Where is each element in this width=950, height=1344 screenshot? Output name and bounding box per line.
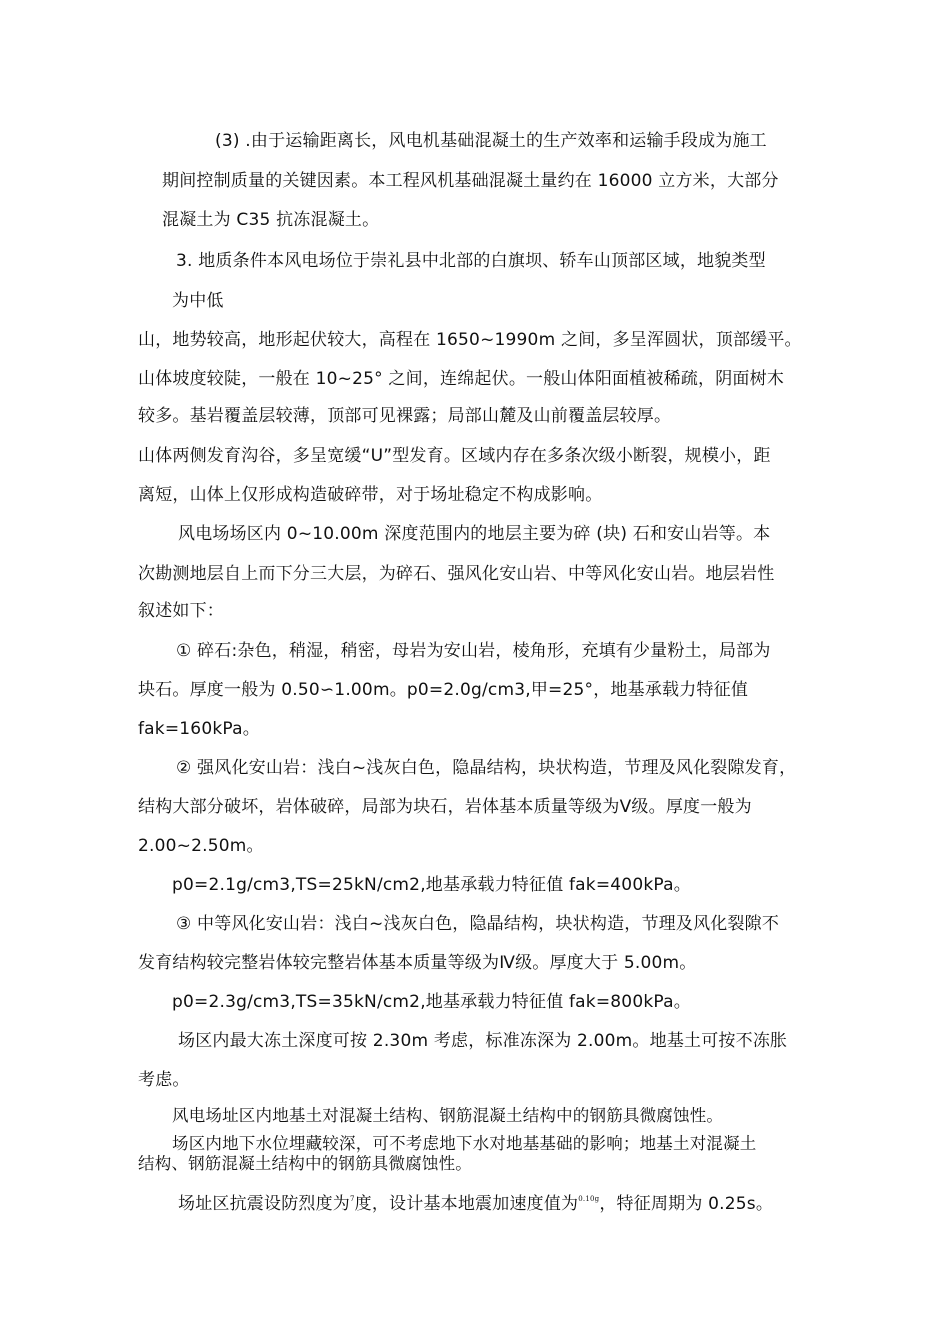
text-line: 山体两侧发育沟谷，多呈宽缓“U”型发育。区域内存在多条次级小断裂，规模小，距	[138, 446, 771, 466]
text-line: 结构、钢筋混凝土结构中的钢筋具微腐蚀性。	[138, 1154, 472, 1173]
seismic-intensity: 7	[350, 1195, 355, 1203]
seismic-middle: 度，设计基本地震加速度值为	[354, 1194, 579, 1214]
text-line: 场区内最大冻土深度可按 2.30m 考虑，标准冻深为 2.00m。地基土可按不冻胀	[178, 1031, 788, 1051]
text-line: 山体坡度较陡，一般在 10~25° 之间，连绵起伏。一般山体阳面植被稀疏，阴面树木	[138, 369, 785, 389]
text-line: 离短，山体上仅形成构造破碎带，对于场址稳定不构成影响。	[138, 485, 603, 505]
text-line: 叙述如下：	[138, 601, 224, 621]
seismic-prefix: 场址区抗震设防烈度为	[178, 1194, 350, 1214]
text-line: p0=2.3g/cm3,TS=35kN/cm2,地基承载力特征值 fak=800kPa。	[172, 992, 691, 1012]
seismic-acceleration: 0.10g	[578, 1195, 600, 1203]
text-line: 混凝土为 C35 抗冻混凝土。	[162, 210, 380, 230]
text-line: 考虑。	[138, 1070, 190, 1090]
text-line: p0=2.1g/cm3,TS=25kN/cm2,地基承载力特征值 fak=400kPa。	[172, 875, 691, 895]
text-line: fak=160kPa。	[138, 719, 260, 739]
section-heading: 3. 地质条件本风电场位于崇礼县中北部的白旗坝、轿车山顶部区域，地貌类型	[176, 251, 766, 271]
text-line: ② 强风化安山岩：浅白~浅灰白色，隐晶结构，块状构造，节理及风化裂隙发育，	[176, 758, 797, 778]
text-line: 结构大部分破坏，岩体破碎，局部为块石，岩体基本质量等级为Ⅴ级。厚度一般为	[138, 797, 752, 817]
text-line: 山，地势较高，地形起伏较大，高程在 1650~1990m 之间，多呈浑圆状，顶部缓平。	[138, 330, 802, 350]
text-line: 次勘测地层自上而下分三大层，为碎石、强风化安山岩、中等风化安山岩。地层岩性	[138, 564, 775, 584]
text-line: 为中低	[172, 291, 224, 311]
seismic-suffix: ，特征周期为 0.25s。	[599, 1194, 774, 1214]
text-line: 发育结构较完整岩体较完整岩体基本质量等级为Ⅳ级。厚度大于 5.00m。	[138, 953, 697, 973]
text-line: 较多。基岩覆盖层较薄，顶部可见裸露；局部山麓及山前覆盖层较厚。	[138, 406, 672, 426]
seismic-line	[178, 1188, 773, 1215]
text-line: ③ 中等风化安山岩：浅白~浅灰白色，隐晶结构，块状构造，节理及风化裂隙不	[176, 914, 780, 934]
text-line: 2.00~2.50m。	[138, 836, 264, 856]
text-line: 场区内地下水位埋藏较深，可不考虑地下水对地基基础的影响；地基土对混凝土	[172, 1134, 757, 1153]
text-line: 期间控制质量的关键因素。本工程风机基础混凝土量约在 16000 立方米，大部分	[162, 171, 779, 191]
text-line: ① 碎石:杂色，稍湿，稍密，母岩为安山岩，棱角形，充填有少量粉土，局部为	[176, 641, 771, 661]
text-line: 块石。厚度一般为 0.50∽1.00m。p0=2.0g/cm3,甲=25°，地基承载力特征值	[138, 680, 749, 700]
text-line: 风电场址区内地基土对混凝土结构、钢筋混凝土结构中的钢筋具微腐蚀性。	[172, 1106, 724, 1125]
text-line: (3) .由于运输距离长，风电机基础混凝土的生产效率和运输手段成为施工	[215, 131, 767, 151]
text-line: 风电场场区内 0~10.00m 深度范围内的地层主要为碎 (块) 石和安山岩等。本	[178, 524, 771, 544]
